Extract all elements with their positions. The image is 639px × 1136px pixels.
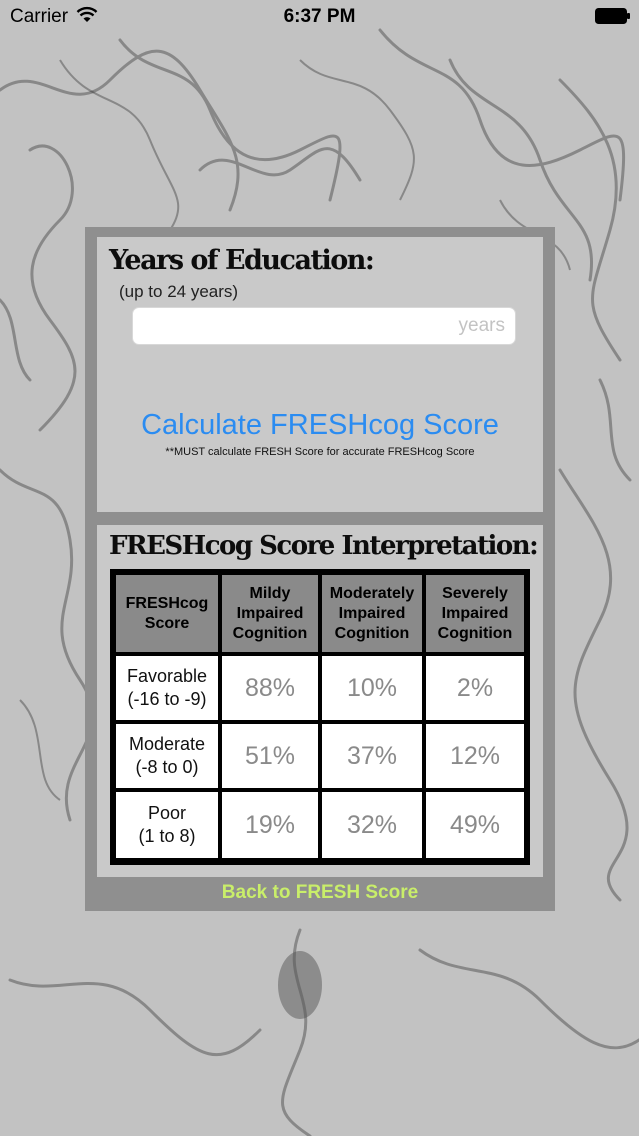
table-header-mild: Mildy Impaired Cognition [222,575,318,652]
table-cell-severe: 12% [426,724,524,788]
table-row-label [116,656,218,720]
table-header-score: FRESHcog Score [116,575,218,652]
row-label-line2: (-8 to 0) [135,757,199,777]
interpretation-table [110,569,530,865]
table-cell-severe: 2% [426,656,524,720]
status-time: 6:37 PM [283,6,356,27]
years-of-education-input[interactable] [132,307,516,345]
back-to-fresh-score-button[interactable]: Back to FRESH Score [85,882,555,904]
table-header-severe: Severely Impaired Cognition [426,575,524,652]
education-card [97,237,543,512]
calculate-note: **MUST calculate FRESH Score for accurate FRESHcog Score [165,446,475,458]
table-cell-mild: 51% [222,724,318,788]
freshcog-panel [85,227,555,911]
table-cell-mild: 19% [222,792,318,858]
table-row-label [116,792,218,858]
table-row-label [116,724,218,788]
table-cell-moderate: 10% [322,656,422,720]
row-label-line1: Favorable [126,666,208,686]
education-subtitle: (up to 24 years) [119,282,239,301]
row-label-line2: (1 to 8) [138,826,196,846]
table-cell-moderate: 37% [322,724,422,788]
row-label-line2: (-16 to -9) [127,689,207,709]
status-bar [0,0,639,34]
row-label-line1: Moderate [128,734,206,754]
table-cell-mild: 88% [222,656,318,720]
table-cell-severe: 49% [426,792,524,858]
battery-icon [595,8,631,24]
carrier-label: Carrier [10,6,69,27]
interpretation-card [97,525,543,877]
table-header-moderate: Moderately Impaired Cognition [322,575,422,652]
calculate-freshcog-button[interactable]: Calculate FRESHcog Score [97,409,543,442]
education-title: Years of Education: [109,245,374,276]
table-cell-moderate: 32% [322,792,422,858]
row-label-line1: Poor [147,803,187,823]
interpretation-title: FRESHcog Score Interpretation: [109,531,538,561]
